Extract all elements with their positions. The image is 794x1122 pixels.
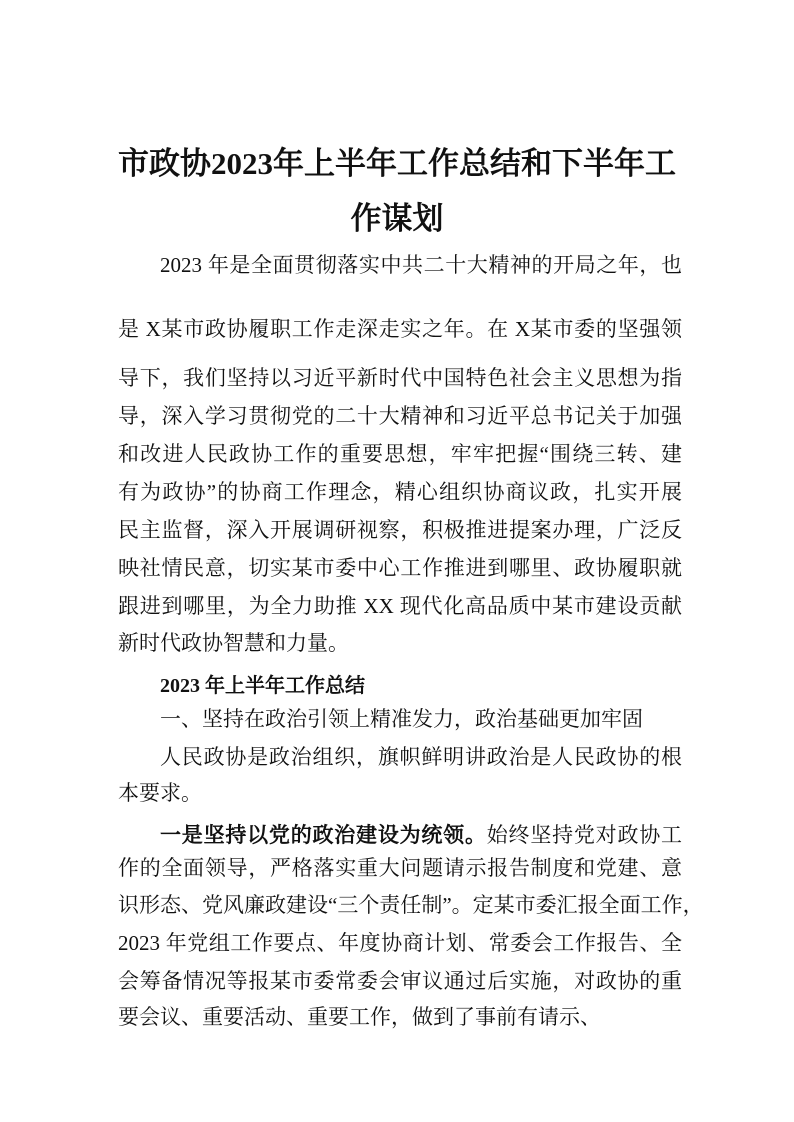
intro-line: 2023 年是全面贯彻落实中共二十大精神的开局之年，也: [160, 253, 682, 277]
paragraph-line: 2023 年党组工作要点、年度协商计划、常委会工作报告、全: [118, 931, 682, 955]
lead-rest: 始终坚持党对政协工: [486, 823, 683, 847]
paragraph-line: 要会议、重要活动、重要工作，做到了事前有请示、: [118, 1005, 601, 1029]
document-title-line-1: 市政协2023年上半年工作总结和下半年工: [118, 146, 676, 181]
intro-line: 跟进到哪里，为全力助推 XX 现代化高品质中某市建设贡献: [118, 594, 682, 618]
intro-line: 有为政协”的协商工作理念，精心组织协商议政，扎实开展: [118, 480, 682, 504]
document-title-line-2: 作谋划: [350, 201, 444, 236]
intro-line: 民主监督，深入开展调研视察，积极推进提案办理，广泛反: [118, 518, 682, 542]
paragraph-line: 作的全面领导，严格落实重大问题请示报告制度和党建、意: [118, 856, 682, 880]
intro-line: 是 X某市政协履职工作走深走实之年。在 X某市委的坚强领: [118, 317, 682, 341]
intro-line: 新时代政协智慧和力量。: [118, 631, 349, 655]
paragraph-line: 识形态、党风廉政建设“三个责任制”。定某市委汇报全面工作，: [118, 893, 704, 917]
intro-line: 映社情民意，切实某市委中心工作推进到哪里、政协履职就: [118, 556, 682, 580]
bold-lead: 一是坚持以党的政治建设为统领。: [160, 823, 487, 847]
section-heading: 2023 年上半年工作总结: [160, 675, 365, 697]
paragraph-lead-line: [160, 822, 682, 848]
intro-line: 导，深入学习贯彻党的二十大精神和习近平总书记关于加强: [118, 404, 682, 428]
paragraph-line: 会筹备情况等报某市委常委会审议通过后实施，对政协的重: [118, 969, 682, 993]
paragraph-line: 本要求。: [118, 781, 202, 805]
subheading: 一、坚持在政治引领上精准发力，政治基础更加牢固: [160, 707, 643, 731]
paragraph-line: 人民政协是政治组织，旗帜鲜明讲政治是人民政协的根: [160, 745, 682, 769]
intro-line: 和改进人民政协工作的重要思想，牢牢把握“围绕三转、建: [118, 442, 682, 466]
intro-line: 导下，我们坚持以习近平新时代中国特色社会主义思想为指: [118, 366, 682, 390]
